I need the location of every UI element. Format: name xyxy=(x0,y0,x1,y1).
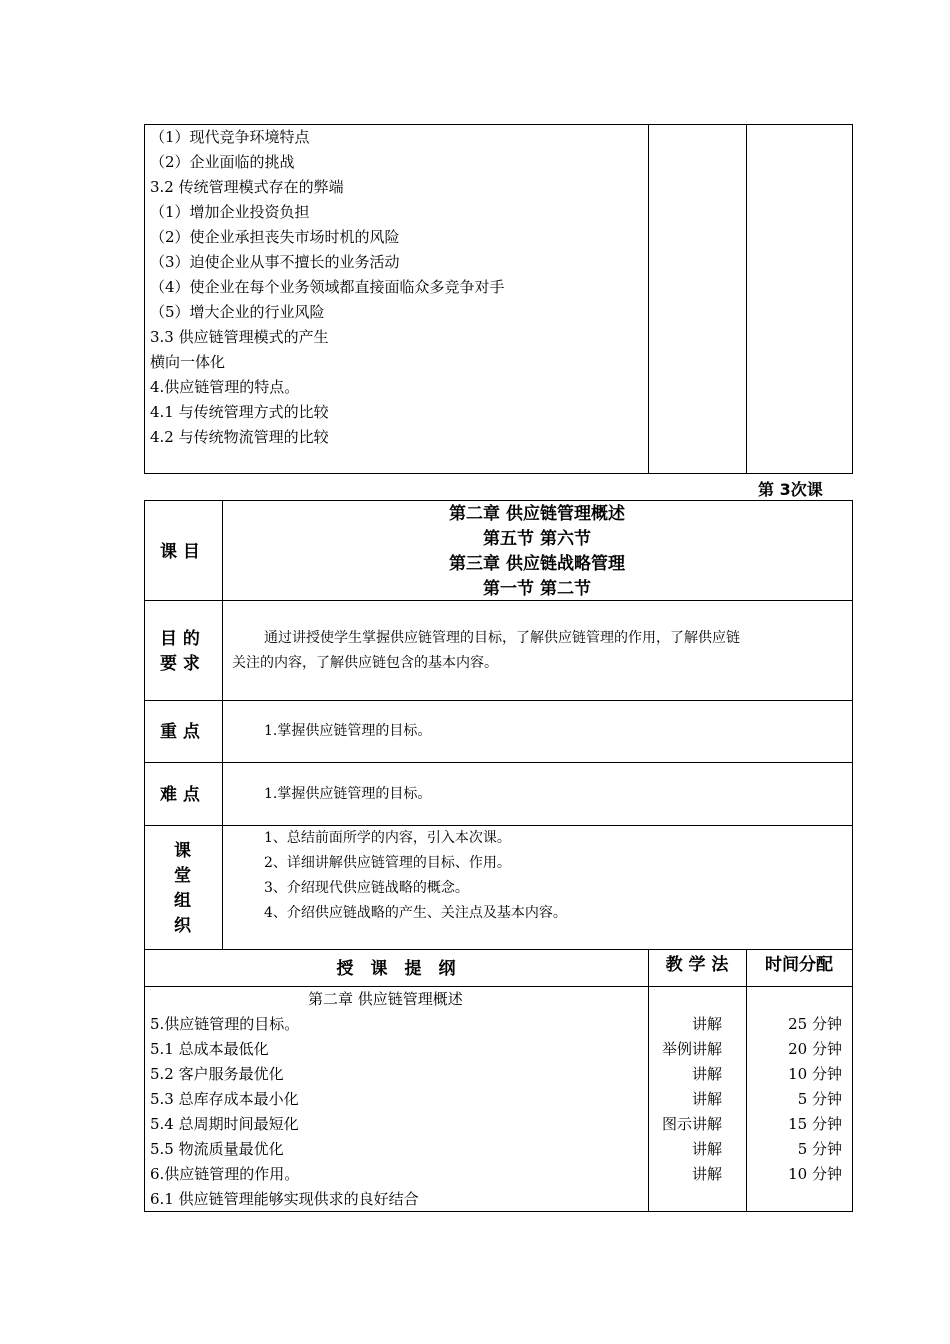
time-header: 时间分配 xyxy=(765,955,833,975)
outline-row-text: 5.供应链管理的目标。 xyxy=(150,1015,300,1033)
org-item-2: 2、详细讲解供应链管理的目标、作用。 xyxy=(264,855,511,871)
table1-line: 3.3 供应链管理模式的产生 xyxy=(150,328,329,346)
table1-line: （2）使企业承担丧失市场时机的风险 xyxy=(150,228,400,246)
outline-row-text: 5.2 客户服务最优化 xyxy=(150,1065,284,1083)
org-label-char-1: 课 xyxy=(174,841,191,861)
method-header: 教 学 法 xyxy=(665,955,729,975)
table1-line: 4.1 与传统管理方式的比较 xyxy=(150,403,329,421)
outline-row-text: 5.3 总库存成本最小化 xyxy=(150,1090,299,1108)
table1-line: （4）使企业在每个业务领域都直接面临众多竞争对手 xyxy=(150,278,505,296)
key-text: 1.掌握供应链管理的目标。 xyxy=(264,723,432,739)
topic-line-3: 第三章 供应链战略管理 xyxy=(449,554,625,574)
outline-row-method: 举例讲解 xyxy=(661,1040,722,1058)
difficulty-label: 难 点 xyxy=(160,785,200,805)
outline-row-text: 6.1 供应链管理能够实现供求的良好结合 xyxy=(150,1190,419,1208)
outline-title: 第二章 供应链管理概述 xyxy=(308,990,463,1008)
table1-line: （5）增大企业的行业风险 xyxy=(150,303,325,321)
goal-label-1: 目 的 xyxy=(160,629,200,649)
outline-row-method: 讲解 xyxy=(691,1090,722,1108)
table1-line: 3.2 传统管理模式存在的弊端 xyxy=(150,178,344,196)
outline-row-method: 图示讲解 xyxy=(661,1115,722,1133)
outline-row-time: 10 分钟 xyxy=(788,1165,842,1183)
outline-row-text: 5.5 物流质量最优化 xyxy=(150,1140,284,1158)
outline-header: 授 课 提 纲 xyxy=(336,959,456,979)
table1-line: 4.供应链管理的特点。 xyxy=(150,378,300,396)
outline-row-text: 6.供应链管理的作用。 xyxy=(150,1165,300,1183)
table1-line: （3）迫使企业从事不擅长的业务活动 xyxy=(150,253,400,271)
org-item-3: 3、介绍现代供应链战略的概念。 xyxy=(264,880,469,896)
table1-line: 4.2 与传统物流管理的比较 xyxy=(150,428,329,446)
difficulty-text: 1.掌握供应链管理的目标。 xyxy=(264,786,432,802)
outline-row-time: 5 分钟 xyxy=(797,1090,842,1108)
outline-row-time: 20 分钟 xyxy=(788,1040,842,1058)
org-item-1: 1、总结前面所学的内容，引入本次课。 xyxy=(264,830,511,846)
outline-row-time: 10 分钟 xyxy=(788,1065,842,1083)
outline-row-text: 5.4 总周期时间最短化 xyxy=(150,1115,299,1133)
org-label-char-4: 织 xyxy=(174,916,191,936)
topic-line-2: 第五节 第六节 xyxy=(483,529,591,549)
outline-row-time: 5 分钟 xyxy=(797,1140,842,1158)
outline-row-method: 讲解 xyxy=(691,1065,722,1083)
topic-label: 课 目 xyxy=(160,542,200,562)
org-item-4: 4、介绍供应链战略的产生、关注点及基本内容。 xyxy=(264,905,567,921)
topic-line-1: 第二章 供应链管理概述 xyxy=(449,504,625,524)
outline-row-time: 15 分钟 xyxy=(788,1115,842,1133)
goal-text-1: 通过讲授使学生掌握供应链管理的目标，了解供应链管理的作用，了解供应链 xyxy=(264,630,740,646)
outline-row-method: 讲解 xyxy=(691,1015,722,1033)
table1-line: （1）现代竞争环境特点 xyxy=(150,128,310,146)
table1-line: （1）增加企业投资负担 xyxy=(150,203,310,221)
outline-row-time: 25 分钟 xyxy=(788,1015,842,1033)
session-label: 第 3次课 xyxy=(758,480,823,499)
goal-label-2: 要 求 xyxy=(160,654,200,674)
outline-row-method: 讲解 xyxy=(691,1165,722,1183)
goal-text-2: 关注的内容，了解供应链包含的基本内容。 xyxy=(232,655,498,671)
key-label: 重 点 xyxy=(160,722,200,742)
outline-row-text: 5.1 总成本最低化 xyxy=(150,1040,269,1058)
org-label-char-3: 组 xyxy=(174,891,191,911)
topic-line-4: 第一节 第二节 xyxy=(483,579,591,599)
org-label-char-2: 堂 xyxy=(174,866,191,886)
outline-row-method: 讲解 xyxy=(691,1140,722,1158)
table1-line: （2）企业面临的挑战 xyxy=(150,153,295,171)
table1-line: 横向一体化 xyxy=(150,353,226,371)
